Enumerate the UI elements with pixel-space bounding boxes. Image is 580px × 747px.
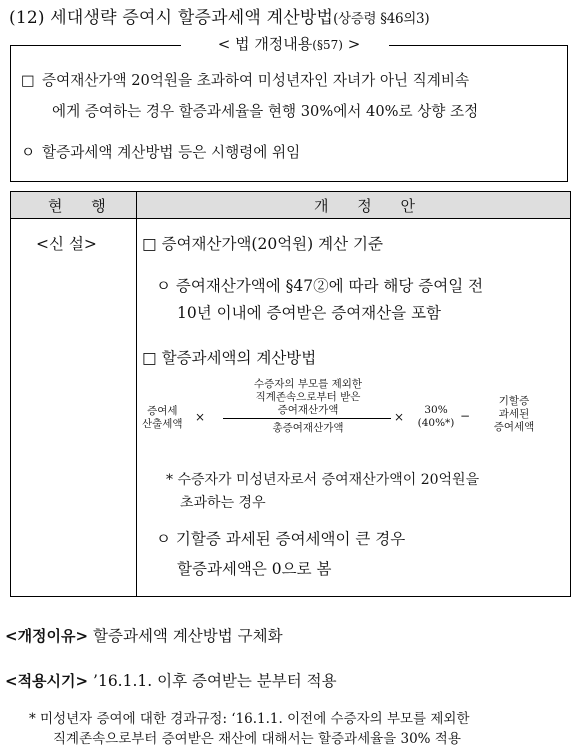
section-title (9, 3, 429, 28)
proposal-item-2-text: 할증과세액의 계산방법 (161, 349, 317, 367)
transition-note (29, 707, 470, 727)
current-cell: <신 설> (36, 235, 97, 253)
checkbox-square-icon: □ (142, 235, 157, 253)
circle-bullet-icon: ㅇ (21, 144, 36, 161)
formula-denominator: 총증여재산가액 (272, 422, 344, 434)
amendment-bullet-1-line-2: 에게 증여하는 경우 할증과세율을 현행 30%에서 40%로 상향 조정 (52, 103, 479, 120)
amendment-heading-ref: (§57) (312, 38, 343, 52)
law-amendment-box (10, 35, 568, 182)
proposal-item-1-sub-line-1: 증여재산가액에 §47②에 따라 해당 증여일 전 (175, 277, 484, 295)
formula-right-line-2: 과세된 (498, 408, 530, 420)
formula-times-2: × (394, 410, 405, 424)
formula-rate-line-1: 30% (424, 404, 448, 416)
formula-rate (416, 404, 456, 430)
transition-note-line-2: 직계존속으로부터 증여받은 재산에 대해서는 할증과세율을 30% 적용 (53, 731, 461, 747)
revision-reason (5, 624, 283, 646)
formula-minus: − (460, 409, 471, 423)
proposal-item-1 (142, 232, 383, 254)
proposal-item-3-line-1: 기할증 과세된 증여세액이 큰 경우 (175, 530, 406, 548)
amendment-heading (11, 33, 567, 56)
footnote-star: * (166, 472, 173, 488)
amendment-heading-end: > (342, 35, 361, 53)
amendment-bullet-2 (21, 141, 300, 162)
formula-right-line-1: 기할증 (498, 395, 530, 407)
column-divider (136, 192, 137, 596)
amendment-bullet-1 (21, 69, 469, 90)
comparison-table (10, 191, 571, 597)
proposal-item-1-sub (156, 274, 483, 296)
formula-tax-label-line-2: 산출세액 (142, 418, 183, 430)
transition-note-line-1: 미성년자 증여에 대한 경과규정: ‘16.1.1. 이전에 수증자의 부모를 제외한 (40, 711, 470, 727)
section-title-text: (12) 세대생략 증여시 할증과세액 계산방법 (9, 8, 334, 28)
checkbox-square-icon: □ (142, 349, 157, 367)
effective-date-label: <적용시기> (5, 672, 89, 690)
amendment-heading-text: < 법 개정내용 (217, 35, 313, 53)
amendment-bullet-1-line-1: 증여재산가액 20억원을 초과하여 미성년자인 자녀가 아닌 직계비속 (42, 72, 470, 89)
formula-numerator-line-2: 직계존속으로부터 받은 (255, 391, 361, 403)
formula-footnote-line-2: 초과하는 경우 (180, 495, 266, 511)
circle-bullet-icon: ㅇ (156, 277, 171, 295)
formula-fraction-bar (223, 418, 391, 419)
formula-right-line-3: 증여세액 (493, 421, 535, 433)
formula-numerator (213, 378, 403, 417)
formula-footnote (166, 469, 479, 489)
proposal-item-3-line-2: 할증과세액은 0으로 봄 (177, 560, 332, 578)
formula-rate-line-2: (40%*) (417, 417, 455, 429)
formula-tax-label-line-1: 증여세 (147, 405, 178, 417)
header-current: 현 행 (48, 197, 118, 215)
revision-reason-label: <개정이유> (5, 627, 89, 645)
proposal-item-3 (156, 527, 405, 549)
circle-bullet-icon: ㅇ (156, 530, 171, 548)
amendment-bullet-1-cont (52, 100, 478, 121)
formula-right (481, 395, 547, 434)
revision-reason-text: 할증과세액 계산방법 구체화 (88, 627, 283, 645)
proposal-item-2 (142, 346, 316, 368)
effective-date-text: ’16.1.1. 이후 증여받는 분부터 적용 (88, 672, 337, 690)
proposal-item-1-sub-line-2: 10년 이내에 증여받은 증여재산을 포함 (177, 304, 442, 322)
formula-numerator-line-1: 수증자의 부모를 제외한 (253, 378, 363, 390)
section-title-ref: (상증령 §46의3) (333, 11, 430, 27)
formula-footnote-line-1: 수증자가 미성년자로서 증여재산가액이 20억원을 (177, 472, 480, 488)
proposal-item-1-text: 증여재산가액(20억원) 계산 기준 (161, 235, 383, 253)
formula-times-1: × (195, 410, 206, 424)
header-proposal: 개 정 안 (314, 197, 428, 215)
effective-date (5, 669, 337, 691)
amendment-bullet-2-text: 할증과세액 계산방법 등은 시행령에 위임 (42, 144, 301, 161)
checkbox-square-icon: □ (21, 72, 35, 89)
formula-numerator-line-3: 증여재산가액 (277, 404, 339, 416)
formula-tax-label (142, 405, 183, 431)
note-star: * (29, 711, 36, 727)
